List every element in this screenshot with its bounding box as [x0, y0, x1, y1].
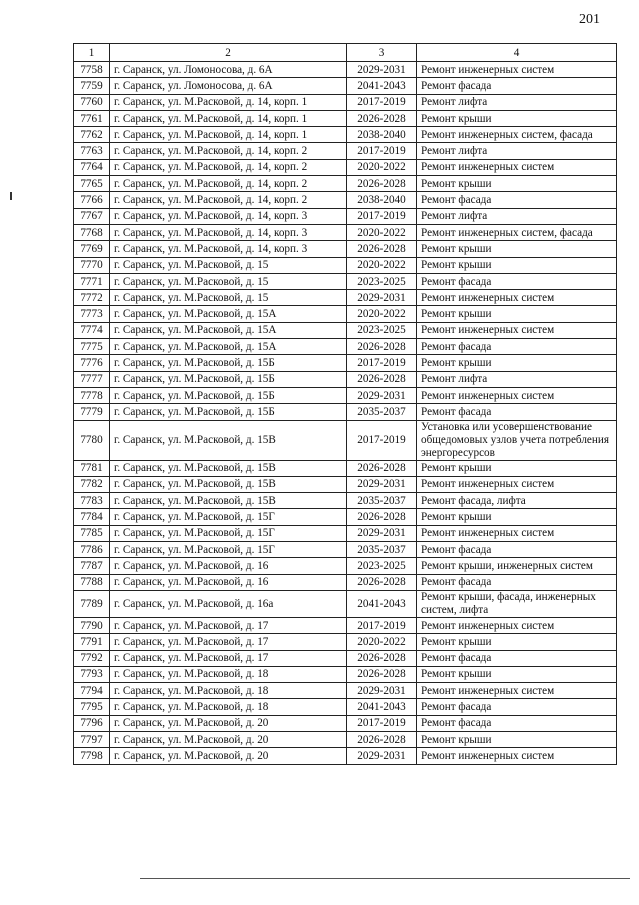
row-number-cell: 7770: [74, 257, 110, 273]
table-row: [74, 476, 617, 492]
row-number-cell: 7797: [74, 731, 110, 747]
work-type-cell: Ремонт крыши: [417, 257, 617, 273]
table-row: [74, 257, 617, 273]
table-row: [74, 558, 617, 574]
work-type-cell: Ремонт лифта: [417, 371, 617, 387]
row-number-cell: 7775: [74, 339, 110, 355]
row-number-cell: 7772: [74, 290, 110, 306]
address-cell: г. Саранск, ул. М.Расковой, д. 15Б: [110, 387, 347, 403]
row-number-cell: 7785: [74, 525, 110, 541]
work-type-cell: Ремонт лифта: [417, 143, 617, 159]
table-row: [74, 192, 617, 208]
address-cell: г. Саранск, ул. М.Расковой, д. 20: [110, 748, 347, 764]
table-row: [74, 306, 617, 322]
table-row: [74, 715, 617, 731]
table-row: [74, 273, 617, 289]
address-cell: г. Саранск, ул. Ломоносова, д. 6А: [110, 78, 347, 94]
period-cell: 2026-2028: [347, 110, 417, 126]
work-type-cell: Ремонт инженерных систем: [417, 476, 617, 492]
row-number-cell: 7781: [74, 460, 110, 476]
period-cell: 2023-2025: [347, 322, 417, 338]
work-type-cell: Ремонт фасада, лифта: [417, 493, 617, 509]
period-cell: 2035-2037: [347, 542, 417, 558]
period-cell: 2020-2022: [347, 257, 417, 273]
period-cell: 2038-2040: [347, 127, 417, 143]
row-number-cell: 7777: [74, 371, 110, 387]
address-cell: г. Саранск, ул. М.Расковой, д. 16: [110, 574, 347, 590]
table-row: [74, 748, 617, 764]
row-number-cell: 7795: [74, 699, 110, 715]
row-number-cell: 7782: [74, 476, 110, 492]
table-row: [74, 208, 617, 224]
row-number-cell: 7789: [74, 590, 110, 617]
work-type-cell: Ремонт крыши: [417, 355, 617, 371]
table-row: [74, 509, 617, 525]
row-number-cell: 7764: [74, 159, 110, 175]
table-row: [74, 355, 617, 371]
period-cell: 2029-2031: [347, 748, 417, 764]
period-cell: 2020-2022: [347, 224, 417, 240]
column-header-4: 4: [417, 44, 617, 62]
address-cell: г. Саранск, ул. М.Расковой, д. 18: [110, 666, 347, 682]
work-type-cell: Ремонт фасада: [417, 192, 617, 208]
table-row: [74, 542, 617, 558]
row-number-cell: 7771: [74, 273, 110, 289]
work-type-cell: Ремонт фасада: [417, 78, 617, 94]
table-row: [74, 94, 617, 110]
margin-mark: [10, 192, 12, 200]
period-cell: 2020-2022: [347, 306, 417, 322]
address-cell: г. Саранск, ул. М.Расковой, д. 15: [110, 273, 347, 289]
address-cell: г. Саранск, ул. М.Расковой, д. 14, корп. 3: [110, 208, 347, 224]
table-row: [74, 290, 617, 306]
period-cell: 2026-2028: [347, 339, 417, 355]
period-cell: 2023-2025: [347, 273, 417, 289]
table-row: [74, 683, 617, 699]
row-number-cell: 7769: [74, 241, 110, 257]
row-number-cell: 7778: [74, 387, 110, 403]
table-row: [74, 387, 617, 403]
row-number-cell: 7761: [74, 110, 110, 126]
row-number-cell: 7788: [74, 574, 110, 590]
row-number-cell: 7791: [74, 634, 110, 650]
period-cell: 2029-2031: [347, 290, 417, 306]
address-cell: г. Саранск, ул. М.Расковой, д. 15В: [110, 493, 347, 509]
address-cell: г. Саранск, ул. М.Расковой, д. 15Б: [110, 404, 347, 420]
address-cell: г. Саранск, ул. М.Расковой, д. 16: [110, 558, 347, 574]
table-row: [74, 666, 617, 682]
work-type-cell: Ремонт крыши: [417, 306, 617, 322]
work-type-cell: Ремонт инженерных систем: [417, 387, 617, 403]
table-row: [74, 127, 617, 143]
row-number-cell: 7798: [74, 748, 110, 764]
table-row: [74, 322, 617, 338]
work-type-cell: Ремонт крыши: [417, 666, 617, 682]
work-type-cell: Ремонт инженерных систем: [417, 62, 617, 78]
row-number-cell: 7790: [74, 617, 110, 633]
period-cell: 2017-2019: [347, 420, 417, 460]
table-row: [74, 699, 617, 715]
row-number-cell: 7765: [74, 176, 110, 192]
column-header-2: 2: [110, 44, 347, 62]
work-type-cell: Ремонт лифта: [417, 208, 617, 224]
row-number-cell: 7784: [74, 509, 110, 525]
address-cell: г. Саранск, ул. М.Расковой, д. 17: [110, 617, 347, 633]
address-cell: г. Саранск, ул. М.Расковой, д. 14, корп. 3: [110, 241, 347, 257]
address-cell: г. Саранск, ул. М.Расковой, д. 20: [110, 715, 347, 731]
work-type-cell: Ремонт фасада: [417, 699, 617, 715]
work-type-cell: Ремонт фасада: [417, 574, 617, 590]
period-cell: 2017-2019: [347, 355, 417, 371]
table-row: [74, 590, 617, 617]
address-cell: г. Саранск, ул. М.Расковой, д. 14, корп. 1: [110, 94, 347, 110]
table-row: [74, 371, 617, 387]
table-row: [74, 574, 617, 590]
table-row: [74, 78, 617, 94]
table-row: [74, 110, 617, 126]
row-number-cell: 7780: [74, 420, 110, 460]
period-cell: 2020-2022: [347, 159, 417, 175]
period-cell: 2026-2028: [347, 574, 417, 590]
address-cell: г. Саранск, ул. М.Расковой, д. 14, корп. 1: [110, 127, 347, 143]
address-cell: г. Саранск, ул. М.Расковой, д. 15: [110, 290, 347, 306]
work-type-cell: Ремонт крыши: [417, 509, 617, 525]
address-cell: г. Саранск, ул. М.Расковой, д. 14, корп. 2: [110, 143, 347, 159]
period-cell: 2026-2028: [347, 176, 417, 192]
repair-schedule-table: [73, 43, 617, 765]
address-cell: г. Саранск, ул. М.Расковой, д. 15Г: [110, 525, 347, 541]
row-number-cell: 7793: [74, 666, 110, 682]
period-cell: 2026-2028: [347, 509, 417, 525]
work-type-cell: Ремонт крыши: [417, 110, 617, 126]
address-cell: г. Саранск, ул. М.Расковой, д. 15Б: [110, 355, 347, 371]
table-row: [74, 224, 617, 240]
table-row: [74, 493, 617, 509]
address-cell: г. Саранск, ул. М.Расковой, д. 14, корп. 2: [110, 159, 347, 175]
row-number-cell: 7779: [74, 404, 110, 420]
address-cell: г. Саранск, ул. М.Расковой, д. 15Г: [110, 542, 347, 558]
period-cell: 2017-2019: [347, 715, 417, 731]
period-cell: 2029-2031: [347, 62, 417, 78]
work-type-cell: Ремонт крыши, инженерных систем: [417, 558, 617, 574]
period-cell: 2029-2031: [347, 683, 417, 699]
row-number-cell: 7767: [74, 208, 110, 224]
address-cell: г. Саранск, ул. М.Расковой, д. 15А: [110, 322, 347, 338]
row-number-cell: 7763: [74, 143, 110, 159]
row-number-cell: 7759: [74, 78, 110, 94]
table-row: [74, 731, 617, 747]
row-number-cell: 7796: [74, 715, 110, 731]
address-cell: г. Саранск, ул. М.Расковой, д. 15Б: [110, 371, 347, 387]
table-row: [74, 159, 617, 175]
period-cell: 2026-2028: [347, 731, 417, 747]
work-type-cell: Ремонт инженерных систем: [417, 290, 617, 306]
column-header-1: 1: [74, 44, 110, 62]
table-row: [74, 143, 617, 159]
table-row: [74, 634, 617, 650]
row-number-cell: 7766: [74, 192, 110, 208]
work-type-cell: Ремонт крыши: [417, 460, 617, 476]
address-cell: г. Саранск, ул. М.Расковой, д. 18: [110, 699, 347, 715]
period-cell: 2026-2028: [347, 666, 417, 682]
period-cell: 2026-2028: [347, 241, 417, 257]
row-number-cell: 7760: [74, 94, 110, 110]
work-type-cell: Ремонт крыши: [417, 731, 617, 747]
work-type-cell: Ремонт фасада: [417, 650, 617, 666]
address-cell: г. Саранск, ул. М.Расковой, д. 15: [110, 257, 347, 273]
table-row: [74, 650, 617, 666]
period-cell: 2029-2031: [347, 476, 417, 492]
period-cell: 2023-2025: [347, 558, 417, 574]
address-cell: г. Саранск, ул. М.Расковой, д. 14, корп. 1: [110, 110, 347, 126]
work-type-cell: Ремонт фасада: [417, 273, 617, 289]
row-number-cell: 7768: [74, 224, 110, 240]
address-cell: г. Саранск, ул. М.Расковой, д. 15Г: [110, 509, 347, 525]
table-row: [74, 525, 617, 541]
work-type-cell: Ремонт инженерных систем: [417, 617, 617, 633]
table-row: [74, 241, 617, 257]
row-number-cell: 7762: [74, 127, 110, 143]
work-type-cell: Ремонт инженерных систем: [417, 159, 617, 175]
row-number-cell: 7786: [74, 542, 110, 558]
period-cell: 2038-2040: [347, 192, 417, 208]
work-type-cell: Ремонт инженерных систем: [417, 525, 617, 541]
address-cell: г. Саранск, ул. М.Расковой, д. 14, корп. 2: [110, 176, 347, 192]
period-cell: 2020-2022: [347, 634, 417, 650]
work-type-cell: Ремонт фасада: [417, 404, 617, 420]
address-cell: г. Саранск, ул. М.Расковой, д. 14, корп. 3: [110, 224, 347, 240]
bottom-rule: [140, 878, 630, 879]
address-cell: г. Саранск, ул. М.Расковой, д. 15А: [110, 306, 347, 322]
work-type-cell: Ремонт крыши: [417, 634, 617, 650]
period-cell: 2026-2028: [347, 650, 417, 666]
table-body: [74, 62, 617, 765]
row-number-cell: 7774: [74, 322, 110, 338]
address-cell: г. Саранск, ул. М.Расковой, д. 15В: [110, 420, 347, 460]
work-type-cell: Ремонт лифта: [417, 94, 617, 110]
column-header-3: 3: [347, 44, 417, 62]
row-number-cell: 7783: [74, 493, 110, 509]
row-number-cell: 7773: [74, 306, 110, 322]
work-type-cell: Ремонт фасада: [417, 715, 617, 731]
address-cell: г. Саранск, ул. М.Расковой, д. 17: [110, 650, 347, 666]
period-cell: 2029-2031: [347, 387, 417, 403]
period-cell: 2041-2043: [347, 590, 417, 617]
address-cell: г. Саранск, ул. М.Расковой, д. 17: [110, 634, 347, 650]
period-cell: 2026-2028: [347, 460, 417, 476]
address-cell: г. Саранск, ул. М.Расковой, д. 14, корп. 2: [110, 192, 347, 208]
table-row: [74, 404, 617, 420]
work-type-cell: Ремонт фасада: [417, 542, 617, 558]
row-number-cell: 7776: [74, 355, 110, 371]
work-type-cell: Ремонт крыши: [417, 176, 617, 192]
row-number-cell: 7787: [74, 558, 110, 574]
table-row: [74, 339, 617, 355]
table-row: [74, 62, 617, 78]
work-type-cell: Установка или усовершенствование общедомовых узлов учета потребления энергоресурсов: [417, 420, 617, 460]
row-number-cell: 7792: [74, 650, 110, 666]
row-number-cell: 7758: [74, 62, 110, 78]
work-type-cell: Ремонт фасада: [417, 339, 617, 355]
period-cell: 2017-2019: [347, 94, 417, 110]
table-row: [74, 176, 617, 192]
address-cell: г. Саранск, ул. М.Расковой, д. 20: [110, 731, 347, 747]
period-cell: 2017-2019: [347, 143, 417, 159]
work-type-cell: Ремонт инженерных систем, фасада: [417, 127, 617, 143]
period-cell: 2029-2031: [347, 525, 417, 541]
period-cell: 2041-2043: [347, 78, 417, 94]
period-cell: 2017-2019: [347, 208, 417, 224]
page-number: 201: [579, 12, 600, 27]
period-cell: 2026-2028: [347, 371, 417, 387]
period-cell: 2035-2037: [347, 493, 417, 509]
work-type-cell: Ремонт инженерных систем: [417, 322, 617, 338]
table-row: [74, 460, 617, 476]
address-cell: г. Саранск, ул. М.Расковой, д. 15А: [110, 339, 347, 355]
address-cell: г. Саранск, ул. М.Расковой, д. 16а: [110, 590, 347, 617]
work-type-cell: Ремонт инженерных систем: [417, 683, 617, 699]
header-row: [74, 44, 617, 62]
table-row: [74, 420, 617, 460]
period-cell: 2041-2043: [347, 699, 417, 715]
work-type-cell: Ремонт инженерных систем, фасада: [417, 224, 617, 240]
address-cell: г. Саранск, ул. М.Расковой, д. 15В: [110, 476, 347, 492]
table-row: [74, 617, 617, 633]
address-cell: г. Саранск, ул. Ломоносова, д. 6А: [110, 62, 347, 78]
work-type-cell: Ремонт инженерных систем: [417, 748, 617, 764]
work-type-cell: Ремонт крыши: [417, 241, 617, 257]
row-number-cell: 7794: [74, 683, 110, 699]
period-cell: 2035-2037: [347, 404, 417, 420]
period-cell: 2017-2019: [347, 617, 417, 633]
work-type-cell: Ремонт крыши, фасада, инженерных систем, лифта: [417, 590, 617, 617]
address-cell: г. Саранск, ул. М.Расковой, д. 15В: [110, 460, 347, 476]
address-cell: г. Саранск, ул. М.Расковой, д. 18: [110, 683, 347, 699]
